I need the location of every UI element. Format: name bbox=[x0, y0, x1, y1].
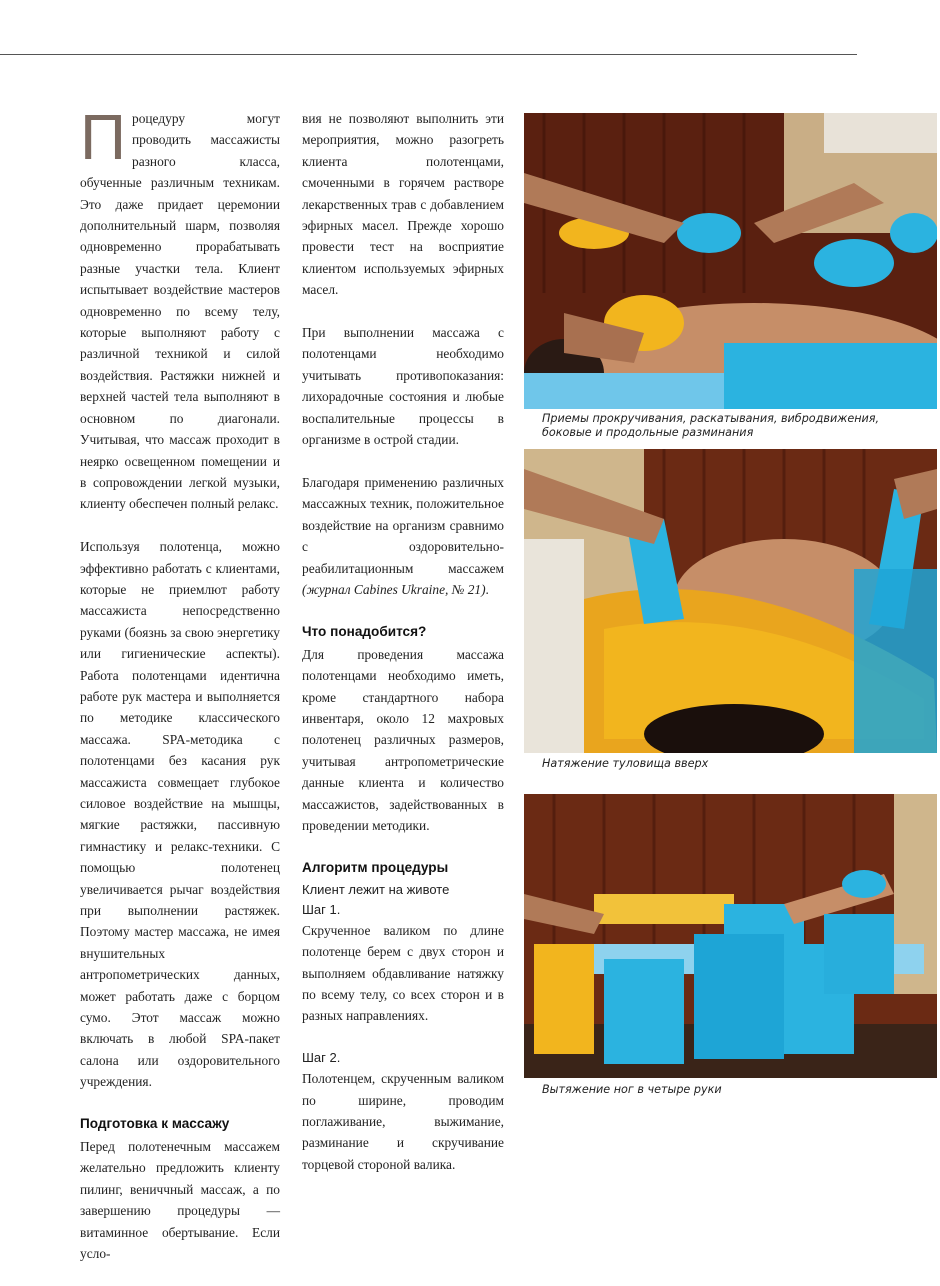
text-column-1 bbox=[80, 101, 280, 1286]
benefits-paragraph bbox=[302, 472, 504, 600]
photo-1-illustration bbox=[524, 113, 937, 409]
contraindications-paragraph: При выполнении массажа с полотенцами необходимо учитывать противопоказания: лихорадочные состояния и любые воспалительные процессы в организме в острой стадии. bbox=[302, 325, 504, 448]
photo-leg-stretch bbox=[524, 794, 937, 1078]
photo-torso-stretch bbox=[524, 449, 937, 753]
intro-text: роцедуру могут проводить массажисты разного класса, обученные различным техникам. Это даже придает церемонии дополнительный шарм, позволяя одновременно прорабатывать разные участки тела. Клиент испытывает воздействие мастеров одновременно по всему телу, которые выполняют работу с различной техникой и силой воздействия. Растяжки нижней и верхней частей тела выполняют в основном по диагонали. Учитывая, что массаж проходит в неярко освещенном помещении и в сопровождении легкой музыки, клиенту обеспечен полный релакс. bbox=[80, 111, 280, 512]
drop-cap: П bbox=[80, 101, 126, 173]
intro-paragraph bbox=[80, 101, 280, 515]
step-2-title: Шаг 2. bbox=[302, 1050, 341, 1066]
benefits-text: Благодаря применению различных массажных техник, положительное воздействие на организм сравнимо с оздоровительно-реабилитационным массажем bbox=[302, 474, 504, 576]
heading-algorithm: Алгоритм процедуры bbox=[302, 859, 449, 875]
step-1-title: Шаг 1. bbox=[302, 901, 341, 917]
step-1-text: Скрученное валиком по длине полотенце берем с двух сторон и выполняем обдавливание натяжку по всему телу, со всех сторон и в разных направлениях. bbox=[302, 922, 504, 1024]
heading-what-needed: Что понадобится? bbox=[302, 623, 427, 639]
caption-photo-3: Вытяжение ног в четыре руки bbox=[542, 1083, 722, 1096]
heading-preparation: Подготовка к массажу bbox=[80, 1116, 230, 1132]
caption-photo-2: Натяжение туловища вверх bbox=[542, 757, 709, 770]
inventory-paragraph: Для проведения массажа полотенцами необходимо иметь, кроме стандартного набора инвентаря, около 12 махровых полотенец различных размеров, учитывая антропометрические данные клиента и количество массажистов, задействованных в проведении методики. bbox=[302, 646, 504, 833]
photo-back-massage-towels bbox=[524, 113, 937, 409]
continuation-paragraph: вия не позволяют выполнить эти мероприятия, можно разогреть клиента полотенцами, смоченными в горячем растворе лекарственных трав с добавлением эфирных масел. Прежде хорошо провести тест на восприятие клиентом используемых эфирных масел. bbox=[302, 111, 504, 298]
step-2-text: Полотенцем, скрученным валиком по ширине, проводим поглаживание, выжимание, разминание и скручивание торцевой стороной валика. bbox=[302, 1071, 504, 1172]
top-rule bbox=[0, 54, 857, 55]
preparation-paragraph: Перед полотенечным массажем желательно предложить клиенту пилинг, вениччный массаж, а по завершению процедуры — витаминное обертывание. Если усло- bbox=[80, 1139, 280, 1262]
caption-photo-1: Приемы прокручивания, раскатывания, вибродвижения, боковые и продольные разминания bbox=[542, 412, 880, 439]
journal-reference: (журнал Cabines Ukraine, № 21) bbox=[302, 581, 486, 597]
towels-paragraph: Используя полотенца, можно эффективно работать с клиентами, которые не приемлют работу массажиста непосредственно руками (боязнь за свою энергетику или гигиенические аспекты). Работа полотенцами идентична работе рук мастера и выполняется по методике классического массажа. SPA-методика с полотенцами без касания рук массажиста совмещает глубокое силовое воздействие на мышцы, мягкие растяжки, пассивную гимнастику и релакс-техники. С помощью полотенец увеличивается рычаг воздействия при выполнении растяжек. Поэтому мастер массажа, не имея внушительных антропометрических данных, может работать даже с борцом сумо. Этот массаж можно включать в любой SPA-пакет салона или оздоровительного учреждения. bbox=[80, 539, 280, 1090]
photo-2-illustration bbox=[524, 449, 937, 753]
subheading-client-position: Клиент лежит на животе bbox=[302, 881, 450, 897]
benefits-end: . bbox=[485, 581, 489, 597]
photo-3-illustration bbox=[524, 794, 937, 1078]
text-column-2 bbox=[302, 108, 504, 1197]
